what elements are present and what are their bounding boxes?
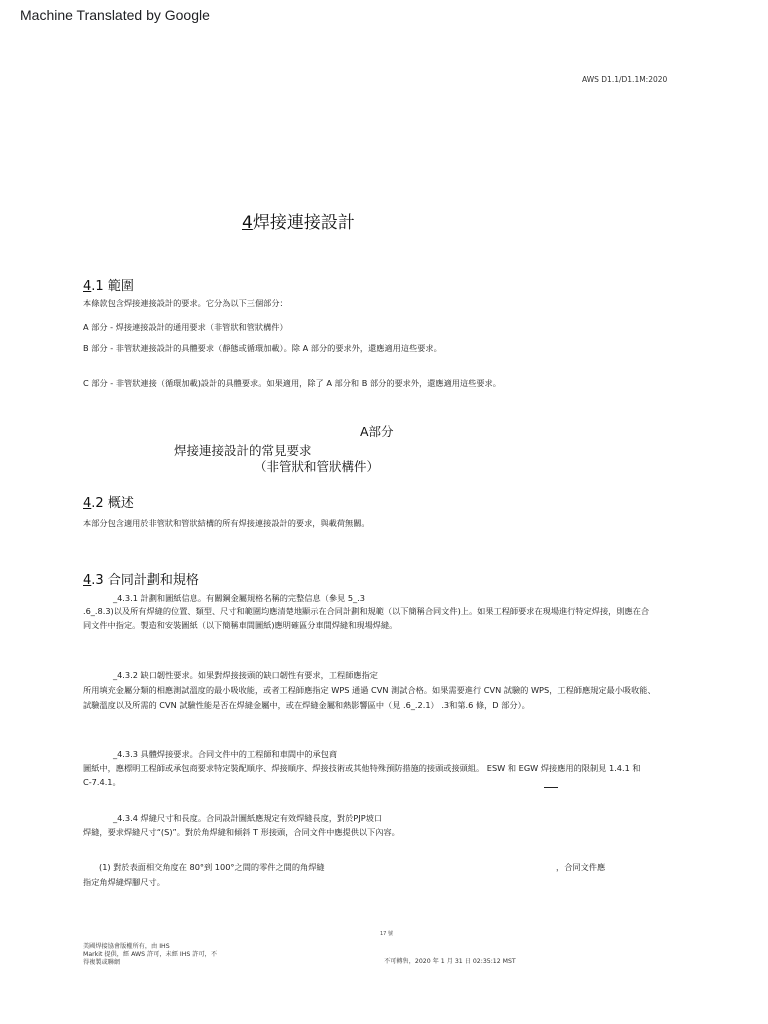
para-4-3-1-line2: .6_.8.3)以及所有焊縫的位置、類型、尺寸和範圍均應清楚地顯示在合同計劃和規範（以下簡稱合同文件)上。如果工程師要求在現場進行特定焊接，則應在合 [83, 606, 650, 616]
para-4-3-3-line3: C-7.4.1。 [83, 777, 121, 787]
chapter-number: 4 [242, 213, 253, 233]
section-4-2-heading [83, 492, 134, 511]
copyright-line1: 美國焊接協會版權所有，由 IHS [83, 943, 170, 950]
resale-notice: 不可轉售，2020 年 1 月 31 日 02:35:12 MST [384, 958, 516, 965]
section-4-1-heading [83, 275, 134, 294]
part-a-title-line1: 焊接連接設計的常見要求 [174, 443, 312, 458]
chapter-title: 焊接連接設計 [252, 213, 355, 233]
chapter-heading [242, 208, 355, 233]
part-a-label: A部分 [360, 424, 394, 439]
section-title: .3 合同計劃和規格 [91, 573, 199, 588]
para-4-3-3-line1: _4.3.3 具體焊接要求。合同文件中的工程師和車間中的承包商 [113, 749, 338, 759]
machine-translation-banner: Machine Translated by Google [20, 7, 210, 23]
section-number: 4 [83, 573, 92, 588]
para-4-3-4-line2: 焊縫，要求焊縫尺寸“(S)”。對於角焊縫和傾斜 T 形接頭，合同文件中應提供以下內容。 [83, 827, 400, 837]
para-4-3-2-line3: 試驗溫度以及所需的 CVN 試驗性能是否在焊縫金屬中，或在焊縫金屬和熱影響區中（見 .6_.2.1） .3和第.6 條，D 部分）。 [83, 700, 530, 710]
section-number: 4 [83, 279, 92, 294]
item-1-line2: 指定角焊縫焊腳尺寸。 [83, 877, 165, 887]
part-b-description: B 部分 - 非管狀連接設計的具體要求（靜態或循環加載）。除 A 部分的要求外，還應適用這些要求。 [83, 343, 442, 353]
para-4-3-4-line1: _4.3.4 焊縫尺寸和長度。合同設計圖紙應規定有效焊縫長度，對於PJP坡口 [113, 813, 383, 823]
item-1-line1: (1) 對於表面相交角度在 80°到 100°之間的零件之間的角焊縫 [99, 862, 325, 872]
para-4-3-2-line1: _4.3.2 缺口韌性要求。如果對焊接接頭的缺口韌性有要求，工程師應指定 [113, 670, 378, 680]
para-4-3-1-line1: _4.3.1 計劃和圖紙信息。有關鋼金屬規格名稱的完整信息（參見 5_.3 [113, 593, 365, 603]
para-4-3-1-line3: 同文件中指定。製造和安裝圖紙（以下簡稱車間圖紙)應明確區分車間焊縫和現場焊縫。 [83, 620, 398, 630]
section-4-3-heading [83, 569, 199, 588]
section-4-1-intro: 本條款包含焊接連接設計的要求。它分為以下三個部分： [83, 298, 288, 308]
item-1-continuation: ，合同文件應 [556, 862, 606, 872]
standard-designation: AWS D1.1/D1.1M:2020 [582, 75, 668, 84]
copyright-line2: Markit 提供，經 AWS 許可，未經 IHS 許可，不 [83, 951, 218, 958]
change-bar [544, 787, 558, 788]
page-number: 17 號 [380, 931, 393, 937]
part-c-description: C 部分 - 非管狀連接（循環加載)設計的具體要求。如果適用，除了 A 部分和 B 部分的要求外，還應適用這些要求。 [83, 378, 501, 388]
section-4-2-body: 本部分包含適用於非管狀和管狀結構的所有焊接連接設計的要求，與載荷無關。 [83, 518, 370, 528]
copyright-notice [83, 943, 217, 967]
para-4-3-3-line2: 圖紙中，應標明工程師或承包商要求特定裝配順序、焊接順序、焊接技術或其他特殊預防措施的接頭或接頭組。 ESW 和 EGW 焊接應用的限制見 1.4.1 和 [83, 763, 641, 773]
section-title: .2 概述 [91, 496, 134, 511]
part-a-description: A 部分 - 焊接連接設計的通用要求（非管狀和管狀構件） [83, 322, 288, 332]
section-number: 4 [83, 496, 92, 511]
part-a-title-line2: （非管狀和管狀構件） [254, 459, 380, 474]
para-4-3-2-line2: 所用填充金屬分類的相應測試溫度的最小吸收能，或者工程師應指定 WPS 通過 CVN 測試合格。如果需要進行 CVN 試驗的 WPS，工程師應規定最小吸收能、 [83, 685, 656, 695]
section-title: .1 範圍 [91, 279, 134, 294]
copyright-line3: 得複製或聯網 [83, 959, 121, 966]
